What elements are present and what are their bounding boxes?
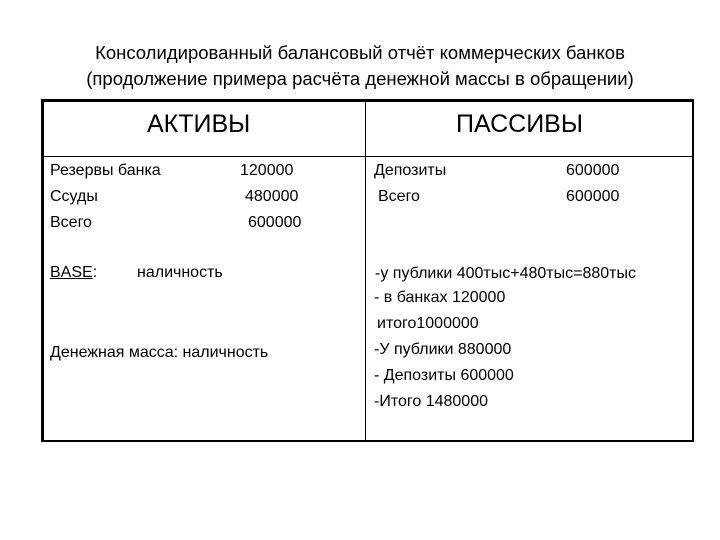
- liabilities-note: - в банках 120000: [374, 289, 506, 306]
- title-line-1: Консолидированный балансовый отчёт коммерческих банков: [95, 42, 625, 63]
- title-line-2: (продолжение примера расчёта денежной массы в обращении): [86, 68, 634, 89]
- base-value: наличность: [137, 264, 223, 281]
- liabilities-row-value: 600000: [566, 188, 620, 205]
- base-row: [50, 264, 97, 282]
- liabilities-note: -У публики 880000: [374, 341, 512, 358]
- column-divider: [365, 99, 366, 440]
- assets-row-label: Ссуды: [50, 188, 98, 205]
- liabilities-note: итого1000000: [377, 315, 479, 332]
- assets-header: АКТИВЫ: [147, 110, 251, 138]
- assets-row-value: 120000: [240, 162, 294, 179]
- assets-row-value: 480000: [245, 188, 299, 205]
- base-colon: :: [92, 264, 98, 281]
- assets-row-label: Резервы банка: [50, 162, 161, 179]
- liabilities-row-label: Депозиты: [374, 162, 447, 179]
- assets-row-value: 600000: [248, 214, 302, 231]
- money-mass-text: Денежная масса: наличность: [50, 344, 269, 361]
- liabilities-row-value: 600000: [566, 162, 620, 179]
- assets-row-label: Всего: [50, 214, 92, 231]
- liabilities-header: ПАССИВЫ: [456, 110, 583, 138]
- liabilities-note: -у публики 400тыс+480тыс=880тыс: [375, 265, 636, 282]
- liabilities-row-label: Всего: [378, 188, 420, 205]
- liabilities-note: -Итого 1480000: [374, 393, 488, 410]
- liabilities-note: - Депозиты 600000: [374, 367, 514, 384]
- header-divider: [41, 156, 692, 157]
- base-label: BASE: [50, 264, 93, 281]
